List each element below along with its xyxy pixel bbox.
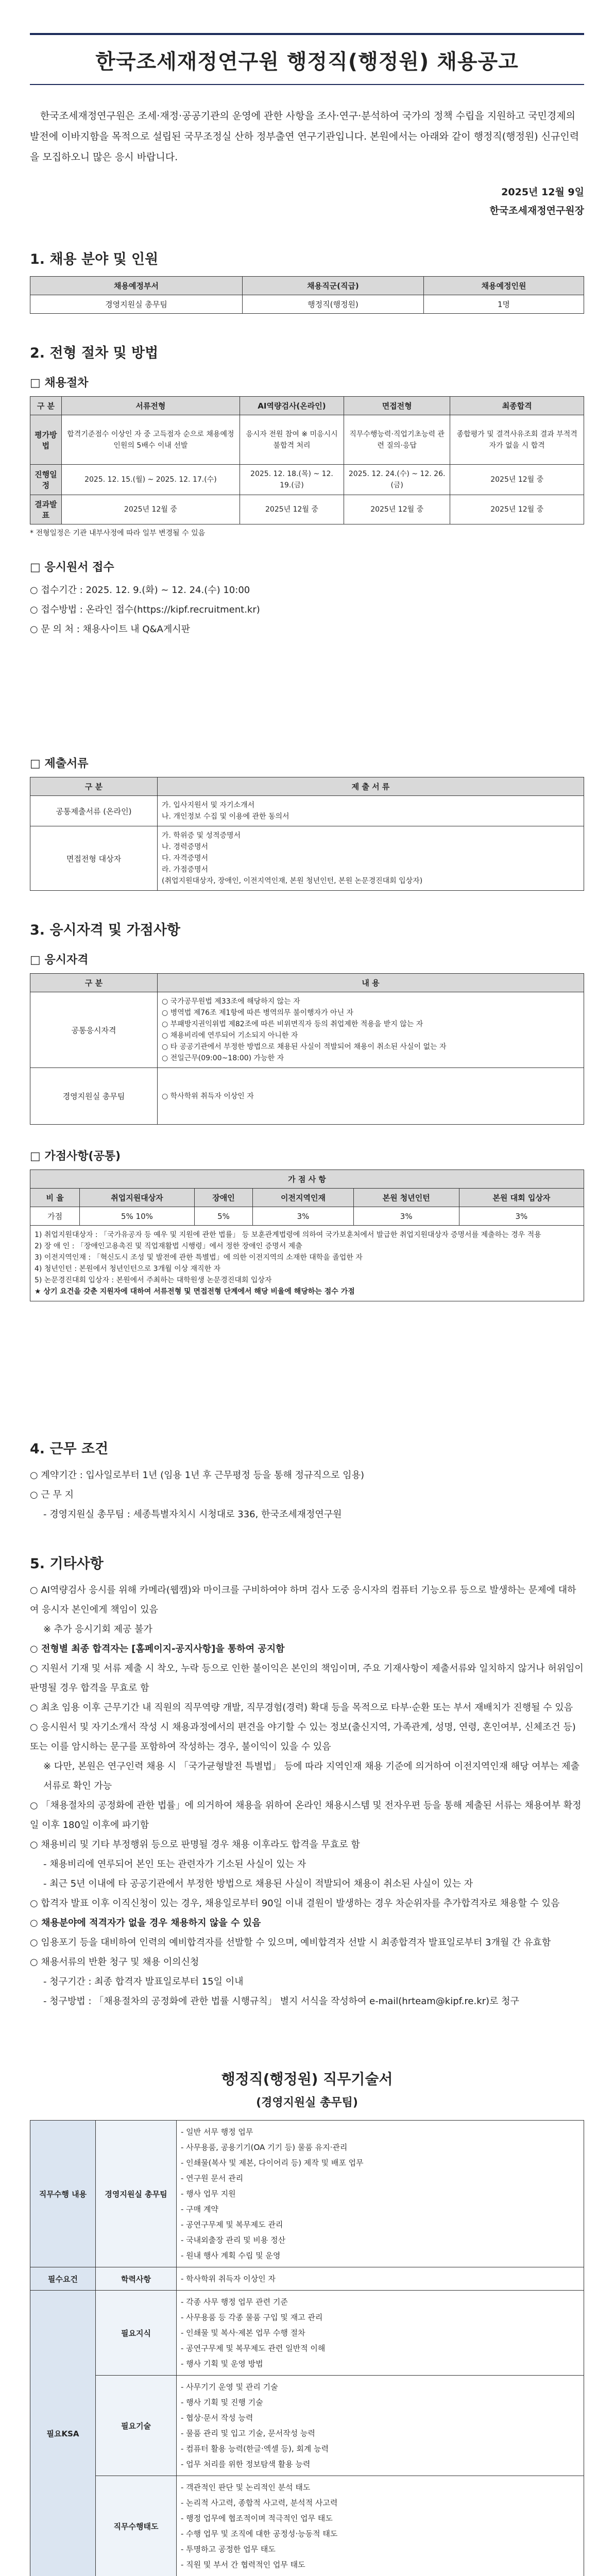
table-header: 비 율 [30,1189,80,1207]
list-item: 가. 입사지원서 및 자기소개서 [162,801,255,809]
list-item: ○ 국가공무원법 제33조에 해당하지 않는 자 [162,997,300,1006]
table-header: 본원 청년인턴 [353,1189,459,1207]
table-cell: 2025년 12월 중 [450,495,584,524]
job-description-subtitle: (경영지원실 총무팀) [256,2096,358,2109]
list-item: ○ 채용비리에 연루되어 기소되지 아니한 자 [162,1031,298,1040]
list-item: ○ 타 공공기관에서 부정한 방법으로 채용된 사실이 적발되어 채용이 취소된 사실이 없는 자 [162,1043,447,1051]
list-item: ○ 전일근무(09:00~18:00) 가능한 자 [162,1054,284,1062]
list-item: - 구매 계약 [181,2205,218,2214]
announcement-sheet [30,0,584,2576]
table-cell: 1명 [423,295,584,314]
list-item: - 청구방법 : 「채용절차의 공정화에 관한 법률 시행규칙」 별지 서식을 작성하여 e-mail(hrteam@kipf.re.kr)로 청구 [43,1996,519,2007]
list-item: - 경영지원실 총무팀 : 세종특별자치시 시청대로 336, 한국조세재정연구원 [43,1509,342,1520]
table-header: 서류전형 [61,397,240,415]
subsection-application: □ 응시원서 접수 [30,561,114,574]
list-item: 나. 개인정보 수집 및 이용에 관한 동의서 [162,812,289,821]
list-item: 나. 경력증명서 [162,843,209,851]
table-header: 채용직군(직급) [242,277,423,295]
list-item: ○ 부패방지권익위법 제82조에 따른 비위면직자 등의 취업제한 적용을 받지 않는 자 [162,1020,423,1028]
row-sublabel: 직무수행태도 [96,2476,177,2576]
list-item: - 논리적 사고력, 종합적 사고력, 분석적 사고력 [181,2498,338,2507]
list-item: - 일반 서무 행정 업무 [181,2127,253,2137]
eligibility-table [30,973,584,1125]
section-4-heading: 4. 근무 조건 [30,1441,109,1457]
list-item: - 물품 관리 및 입고 기술, 문서작성 능력 [181,2429,315,2438]
table-header: 취업지원대상자 [80,1189,195,1207]
list-item: - 행정 업무에 협조적이며 적극적인 업무 태도 [181,2514,333,2523]
spacer [30,639,584,742]
table-cell: 2025년 12월 중 [61,495,240,524]
list-item: 4) 청년인턴 : 본원에서 청년인턴으로 3개월 이상 재직한 자 [35,1265,221,1273]
table-header: 장애인 [194,1189,253,1207]
table-cell: 2025년 12월 중 [240,495,344,524]
table-cell: 5% 10% [80,1207,195,1226]
list-item: 라. 가점증명서 [162,866,209,874]
list-item: ○ 학사학위 취득자 이상인 자 [162,1092,254,1100]
list-item: - 원내 행사 계획 수립 및 운영 [181,2251,281,2260]
list-item: ○ 채용서류의 반환 청구 및 채용 이의신청 [30,1957,199,1968]
table-header: AI역량검사(온라인) [240,397,344,415]
table-header: 최종합격 [450,397,584,415]
application-list [30,581,584,639]
section-2-heading: 2. 전형 절차 및 방법 [30,345,159,361]
table-cell [177,2376,584,2476]
table-cell [158,796,584,826]
row-label: 직무수행 내용 [30,2121,96,2267]
schedule-note: * 전형일정은 기관 내부사정에 따라 일부 변경될 수 있음 [30,529,206,537]
list-item: - 행사 기획 및 진행 기술 [181,2398,263,2407]
list-item: 5) 논문경진대회 입상자 : 본원에서 주최하는 대학원생 논문경진대회 입상자 [35,1276,272,1284]
list-item: - 직원 및 부서 간 협력적인 업무 태도 [181,2560,305,2569]
list-item: ○ 병역법 제76조 제1항에 따른 병역의무 불이행자가 아닌 자 [162,1009,354,1017]
table-cell [177,2291,584,2376]
list-item: ○ 접수방법 : 온라인 접수(https://kipf.recruitment.kr) [30,604,260,615]
table-cell: 2025. 12. 18.(목) ~ 12. 19.(금) [240,465,344,495]
list-item: ○ 지원서 기재 및 서류 제출 시 착오, 누락 등으로 인한 불이익은 본인의 책임이며, 주요 기재사항이 제출서류와 일치하지 않거나 허위임이 판명될 경우 합격을 무효로 함 [30,1663,584,1693]
subsection-bonus: □ 가점사항(공통) [30,1150,121,1163]
table-cell: 3% [459,1207,584,1226]
row-sublabel: 필요지식 [96,2291,177,2376]
table-cell: 직무수행능력·직업기초능력 관련 질의·응답 [344,415,450,465]
list-item: ○ 응시원서 및 자기소개서 작성 시 채용과정에서의 편견을 야기할 수 있는 정보(출신지역, 가족관계, 성명, 연령, 혼인여부, 신체조건 등) 또는 이를 암시하는 문구를 포함하여 작성하는 경우, 불이익이 있을 수 있음 [30,1722,576,1752]
row-label: 공통제출서류 (온라인) [30,796,158,826]
work-conditions [30,1466,584,1524]
list-item: - 채용비리에 연루되어 본인 또는 관련자가 기소된 사실이 있는 자 [43,1859,306,1870]
row-label: 진행일정 [30,465,62,495]
table-header: 제 출 서 류 [158,777,584,796]
table-header: 채용예정인원 [423,277,584,295]
list-item: ○ AI역량검사 응시를 위해 카메라(웹캠)와 마이크를 구비하여야 하며 검사 도중 응시자의 컴퓨터 기능오류 등으로 발생하는 문제에 대하여 응시자 본인에게 책임이 있음 [30,1585,576,1615]
table-cell: 경영지원실 총무팀 [30,295,243,314]
list-item: ※ 추가 응시기회 제공 불가 [43,1624,152,1635]
list-item: ○ 채용비리 및 기타 부정행위 등으로 판명될 경우 채용 이후라도 합격을 무효로 함 [30,1839,360,1850]
list-item: ○ 「채용절차의 공정화에 관한 법률」에 의거하여 채용을 위하여 온라인 채용시스템 및 전자우편 등을 통해 제출된 서류는 채용여부 확정일 이후 180일 이후에 파기함 [30,1800,582,1831]
list-item: - 각종 사무 행정 업무 관련 기준 [181,2297,288,2307]
table-cell [177,2476,584,2576]
list-item: - 협상·문서 작성 능력 [181,2413,253,2422]
list-item: 3) 이전지역인재 : 「혁신도시 조성 및 발전에 관한 특별법」에 의한 이전지역의 소재한 대학을 졸업한 자 [35,1253,363,1262]
list-item: ○ 근 무 지 [30,1489,74,1500]
table-cell [158,992,584,1068]
table-cell: 합격기준점수 이상인 자 중 고득점자 순으로 채용예정인원의 5배수 이내 선발 [61,415,240,465]
list-item: ★ 상기 요건을 갖춘 지원자에 대하여 서류전형 및 면접전형 단계에서 해당 비율에 해당하는 점수 가점 [35,1287,355,1296]
table-cell: 3% [353,1207,459,1226]
bonus-table [30,1170,584,1301]
table-cell: 5% [194,1207,253,1226]
list-item: - 국내외출장 관리 및 비용 정산 [181,2235,286,2245]
table-header: 구 분 [30,974,158,992]
list-item: - 공연구무제 및 복무제도 관련 일반적 이해 [181,2344,326,2353]
job-description-table [30,2120,584,2576]
section-3-heading: 3. 응시자격 및 가점사항 [30,922,180,938]
table-header: 채용예정부서 [30,277,243,295]
row-label: 공통응시자격 [30,992,158,1068]
list-item: - 컴퓨터 활용 능력(한글·엑셀 등), 회계 능력 [181,2444,329,2453]
list-item: - 최근 5년 이내에 타 공공기관에서 부정한 방법으로 채용된 사실이 적발되어 채용이 취소된 사실이 있는 자 [43,1878,473,1889]
list-item: - 객관적인 판단 및 논리적인 분석 태도 [181,2483,311,2492]
list-item: 1) 취업지원대상자 : 「국가유공자 등 예우 및 지원에 관한 법률」 등 보훈관계법령에 의하여 국가보훈처에서 발급한 취업지원대상자 증명서를 제출하는 경우 적용 [35,1231,541,1239]
list-item: ○ 접수기간 : 2025. 12. 9.(화) ~ 12. 24.(수) 10:00 [30,585,250,596]
documents-table [30,777,584,891]
list-item: ○ 임용포기 등을 대비하여 인력의 예비합격자를 선발할 수 있으며, 예비합격자 선발 시 최종합격자 발표일로부터 3개월 간 유효함 [30,1937,551,1948]
row-label: 필수요건 [30,2267,96,2291]
table-cell: 응시자 전원 참여 ※ 미응시시 불합격 처리 [240,415,344,465]
list-item: 2) 장 애 인 : 「장애인고용촉진 및 직업재활법 시행령」에서 정한 장애인 증명서 제출 [35,1242,302,1250]
list-item: - 수행 업무 및 조직에 대한 공정성·능동적 태도 [181,2529,338,2538]
list-item: ○ 문 의 처 : 채용사이트 내 Q&A게시판 [30,624,190,635]
title-block [30,33,584,85]
table-cell: 2025. 12. 15.(월) ~ 2025. 12. 17.(수) [61,465,240,495]
row-label: 경영지원실 총무팀 [30,1068,158,1125]
row-label: 결과발표 [30,495,62,524]
table-cell [177,2121,584,2267]
intro-paragraph: 한국조세재정연구원은 조세·재정·공공기관의 운영에 관한 사항을 조사·연구·분석하여 국가의 정책 수립을 지원하고 국민경제의 발전에 이바지함을 목적으로 설립된 국무조정실 산하 정부출연 연구기관입니다. 본원에서는 아래와 같이 행정직(행정원) 신규인력을 모집하오니 많은 응시 바랍니다. [30,110,579,163]
job-description-title: 행정직(행정원) 직무기술서 [221,2071,393,2088]
subsection-documents: □ 제출서류 [30,757,89,770]
table-header: 구 분 [30,397,62,415]
page-title: 한국조세재정연구원 행정직(행정원) 채용공고 [95,50,519,74]
process-table [30,396,584,524]
row-label: 면접전형 대상자 [30,826,158,891]
announce-date: 2025년 12월 9일 [501,187,584,198]
list-item: 다. 자격증명서 [162,854,209,862]
table-cell: 2025. 12. 24.(수) ~ 12. 26.(금) [344,465,450,495]
row-sublabel: 학력사항 [96,2267,177,2291]
table-header: 구 분 [30,777,158,796]
table-cell: 3% [253,1207,353,1226]
table-cell: 행정직(행정원) [242,295,423,314]
row-sublabel: 필요기술 [96,2376,177,2476]
list-item: 가. 학위증 및 성적증명서 [162,832,241,840]
subsection-eligibility: □ 응시자격 [30,954,89,967]
list-item: - 학사학위 취득자 이상인 자 [181,2274,276,2283]
row-label: 필요KSA [30,2291,96,2576]
table-header: 가 점 사 항 [30,1170,584,1189]
list-item: - 투명하고 공정한 업무 태도 [181,2545,276,2554]
list-item: - 행사 기획 및 운영 방법 [181,2359,263,2368]
table-cell: 2025년 12월 중 [450,465,584,495]
table-cell: 가점 [30,1207,80,1226]
list-item: ※ 다만, 본원은 연구인력 채용 시 「국가균형발전 특별법」 등에 따라 지역인재 채용 기준에 의거하여 이전지역인재 해당 여부는 제출서류로 확인 가능 [43,1761,579,1791]
table-header: 면접전형 [344,397,450,415]
table-cell: 2025년 12월 중 [344,495,450,524]
list-item: - 청구기간 : 최종 합격자 발표일로부터 15일 이내 [43,1976,244,1987]
list-item: - 인쇄물 및 복사·제본 업무 수행 절차 [181,2328,305,2337]
row-sublabel: 경영지원실 총무팀 [96,2121,177,2267]
list-item: (취업지원대상자, 장애인, 이전지역인재, 본원 청년인턴, 본원 논문경진대회 입상자) [162,877,423,885]
list-item: ○ 채용분야에 적격자가 없을 경우 채용하지 않을 수 있음 [30,1918,261,1928]
list-item: - 사무용품, 공용기기(OA 기기 등) 물품 유지·관리 [181,2143,348,2152]
list-item: ○ 전형별 최종 합격자는 [홈페이지-공지사항]을 통하여 공지함 [30,1643,285,1654]
section-5-heading: 5. 기타사항 [30,1556,104,1572]
list-item: - 사무용품 등 각종 물품 구입 및 재고 관리 [181,2313,323,2322]
table-header: 이전지역인재 [253,1189,353,1207]
spacer [30,1301,584,1410]
table-header: 내 용 [158,974,584,992]
subsection-process: □ 채용절차 [30,377,89,389]
list-item: - 연구원 문서 관리 [181,2174,244,2183]
misc-list [30,1581,584,2011]
list-item: ○ 최초 임용 이후 근무기간 내 직원의 직무역량 개발, 직무경험(경력) 확대 등을 목적으로 타부·순환 또는 부서 재배치가 진행될 수 있음 [30,1702,573,1713]
hiring-field-table [30,276,584,314]
list-item: ○ 계약기간 : 입사일로부터 1년 (임용 1년 후 근무평정 등을 통해 정규직으로 임용) [30,1470,365,1481]
table-cell [158,826,584,891]
bonus-notes [30,1226,584,1301]
list-item: ○ 합격자 발표 이후 이직신청이 있는 경우, 채용일로부터 90일 이내 결원이 발생하는 경우 차순위자를 추가합격자로 채용할 수 있음 [30,1898,560,1909]
list-item: - 인쇄물(복사 및 제본, 다이어리 등) 제작 및 배포 업무 [181,2158,364,2167]
list-item: - 사무기기 운영 및 관리 기술 [181,2382,278,2392]
list-item: - 행사 업무 지원 [181,2189,236,2198]
table-header: 본원 대회 입상자 [459,1189,584,1207]
list-item: - 업무 처리를 위한 정보탐색 활용 능력 [181,2460,311,2469]
section-1-heading: 1. 채용 분야 및 인원 [30,251,159,267]
list-item: - 공연구무제 및 복무제도 관리 [181,2220,283,2229]
table-cell [158,1068,584,1125]
table-cell: 종합평가 및 결격사유조회 결과 부적격자가 없을 시 합격 [450,415,584,465]
row-label: 평가방법 [30,415,62,465]
announce-org: 한국조세재정연구원장 [489,205,584,216]
table-cell [177,2267,584,2291]
